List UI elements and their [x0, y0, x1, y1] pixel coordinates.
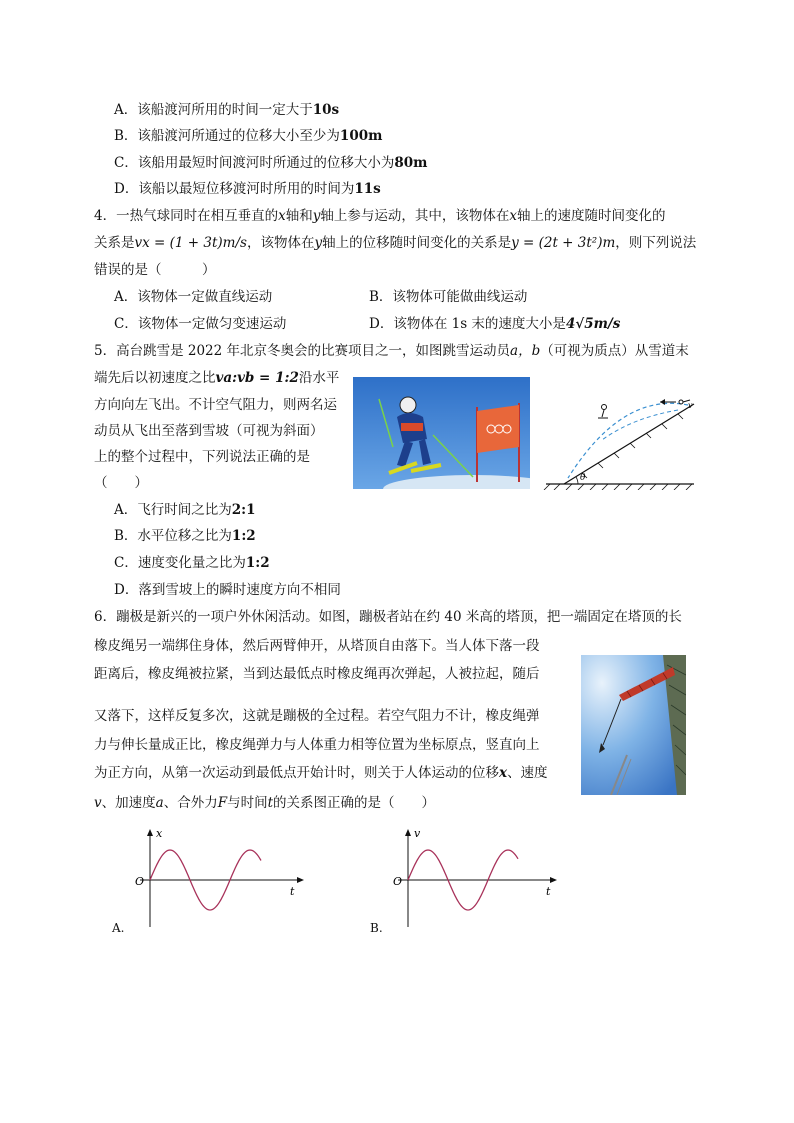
q5-stem-line2 — [94, 368, 339, 388]
stem-text: 、加速度 — [101, 795, 156, 811]
q5-option-c — [114, 553, 270, 573]
q5-stem-line1 — [94, 341, 689, 361]
math-equation: va:vb = 1:2 — [215, 370, 299, 386]
skier-photo — [353, 377, 530, 489]
stem-text: 轴上的速度随时间变化的 — [516, 208, 666, 224]
graph-b-plot — [368, 825, 573, 935]
graph-b-origin: O — [393, 875, 403, 888]
velocity-label: v — [688, 401, 693, 410]
option-value: 10s — [312, 102, 340, 118]
q3-option-a — [114, 100, 339, 120]
q4-stem-line2 — [94, 233, 696, 253]
math-var: x — [509, 208, 517, 224]
math-equation: vx = (1 + 3t)m/s — [134, 235, 247, 251]
option-text: D．该船以最短位移渡河时所用的时间为 — [114, 181, 355, 197]
stem-text: 、合外力 — [163, 795, 218, 811]
q4-stem-line3: 错误的是（ ） — [94, 262, 216, 278]
option-text: C．速度变化量之比为 — [114, 555, 246, 571]
stem-text: 为正方向，从第一次运动到最低点开始计时，则关于人体运动的位移 — [94, 765, 499, 781]
graph-a-y-label: x — [156, 827, 163, 840]
math-var: v — [94, 795, 102, 811]
option-value: 4√5m/s — [565, 316, 621, 332]
q6-stem-line5: 力与伸长量成正比，橡皮绳弹力与人体重力相等位置为坐标原点，竖直向上 — [94, 737, 540, 753]
stem-text: 沿水平 — [298, 370, 340, 386]
option-text: C．该船用最短时间渡河时所通过的位移大小为 — [114, 155, 395, 171]
q3-option-d — [114, 179, 381, 199]
math-var: y — [312, 208, 321, 224]
stem-text: 的关系图正确的是（ ） — [273, 795, 436, 811]
bungee-photo-drawing — [581, 655, 686, 795]
q6-stem-line7 — [94, 793, 435, 813]
theta-label: θ — [580, 473, 586, 483]
option-value: 80m — [394, 155, 428, 171]
stem-text: 端先后以初速度之比 — [94, 370, 216, 386]
math-var: y — [314, 235, 323, 251]
graph-a-plot — [110, 825, 315, 935]
q3-option-c — [114, 153, 427, 173]
q6-stem-line1: 6．蹦极是新兴的一项户外休闲活动。如图，蹦极者站在约 40 米高的塔顶，把一端固定在塔顶的长 — [94, 609, 682, 625]
q5-option-b — [114, 526, 256, 546]
option-text: B．该船渡河所通过的位移大小至少为 — [114, 128, 340, 144]
slope-diagram-drawing — [542, 398, 698, 490]
q5-option-d: D．落到雪坡上的瞬时速度方向不相同 — [114, 582, 341, 598]
option-text: A．飞行时间之比为 — [114, 502, 232, 518]
graph-b-x-label: t — [546, 885, 551, 898]
q3-option-b — [114, 126, 382, 146]
stem-text: 轴上参与运动，其中，该物体在 — [320, 208, 510, 224]
bungee-photo — [581, 655, 686, 795]
q4-option-c: C．该物体一定做匀变速运动 — [114, 316, 287, 332]
option-value: 1:2 — [245, 555, 270, 571]
q5-stem-line5: 上的整个过程中，下列说法正确的是 — [94, 449, 310, 465]
option-value: 11s — [354, 181, 381, 197]
stem-text: 轴上的位移随时间变化的关系是 — [322, 235, 512, 251]
math-var: F — [217, 795, 228, 811]
option-value: 2:1 — [231, 502, 256, 518]
option-value: 1:2 — [231, 528, 256, 544]
slope-diagram — [542, 398, 698, 490]
q4-stem-line1 — [94, 206, 665, 226]
graph-a-x-label: t — [290, 885, 295, 898]
stem-text: 、速度 — [507, 765, 548, 781]
graph-a-origin: O — [135, 875, 145, 888]
stem-text: 4．一热气球同时在相互垂直的 — [94, 208, 279, 224]
math-var: x — [278, 208, 286, 224]
q4-option-a: A．该物体一定做直线运动 — [114, 289, 273, 305]
skier-photo-drawing — [353, 377, 530, 489]
graph-b-option-label: B. — [370, 921, 383, 935]
q6-stem-line4: 又落下，这样反复多次，这就是蹦极的全过程。若空气阻力不计，橡皮绳弹 — [94, 708, 540, 724]
option-text: A．该船渡河所用的时间一定大于 — [114, 102, 313, 118]
stem-text: ，该物体在 — [246, 235, 315, 251]
graph-a-option-label: A. — [112, 921, 125, 935]
q5-stem-line6: （ ） — [94, 475, 148, 491]
option-value: 100m — [339, 128, 383, 144]
stem-text: （可视为质点）从雪道末 — [540, 343, 689, 359]
math-var: x — [499, 765, 508, 781]
q6-stem-line2: 橡皮绳另一端绑住身体，然后两臂伸开，从塔顶自由落下。当人体下落一段 — [94, 638, 540, 654]
stem-text: 与时间 — [227, 795, 268, 811]
graph-a — [110, 825, 315, 935]
stem-text: 关系是 — [94, 235, 135, 251]
math-equation: y = (2t + 3t²)m — [511, 235, 616, 251]
stem-text: ，则下列说法 — [615, 235, 697, 251]
q5-option-a — [114, 500, 256, 520]
graph-b — [368, 825, 573, 935]
q5-stem-line3: 方向向左飞出。不计空气阻力，则两名运 — [94, 397, 337, 413]
math-var: t — [267, 795, 274, 811]
q4-option-b: B．该物体可能做曲线运动 — [369, 289, 528, 305]
math-var: a — [155, 795, 164, 811]
option-text: D．该物体在 1s 末的速度大小是 — [369, 316, 566, 332]
q4-option-d — [369, 314, 620, 334]
stem-text: 5．高台跳雪是 2022 年北京冬奥会的比赛项目之一，如图跳雪运动员 — [94, 343, 511, 359]
q6-stem-line6 — [94, 763, 548, 783]
stem-text: 轴和 — [285, 208, 313, 224]
q6-stem-line3: 距离后，橡皮绳被拉紧，当到达最低点时橡皮绳再次弹起，人被拉起，随后 — [94, 666, 540, 682]
math-var: a，b — [510, 343, 541, 359]
q5-stem-line4: 动员从飞出至落到雪坡（可视为斜面） — [94, 423, 324, 439]
option-text: B．水平位移之比为 — [114, 528, 232, 544]
graph-b-y-label: v — [414, 827, 421, 840]
